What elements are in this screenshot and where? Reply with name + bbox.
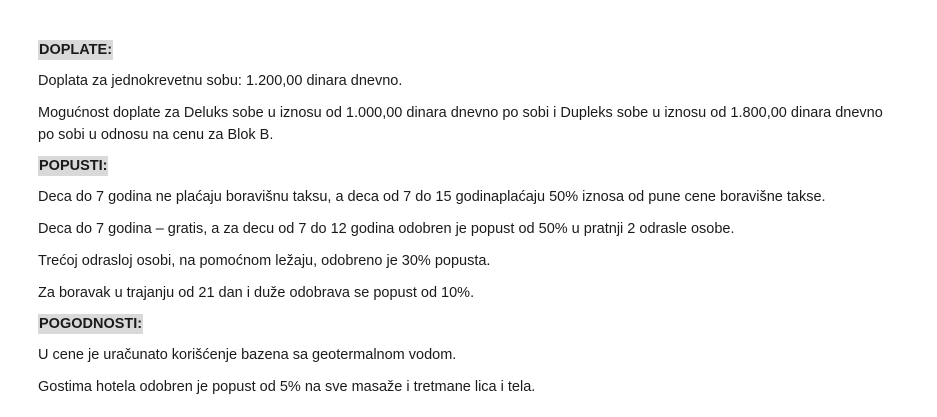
paragraph-children-discount: Deca do 7 godina – gratis, a za decu od 7 do 12 godina odobren je popust od 50% u pratnji 2 odrasle osobe. xyxy=(38,221,735,237)
paragraph xyxy=(38,344,898,366)
paragraph-single-room-surcharge: Doplata za jednokrevetnu sobu: 1.200,00 dinara dnevno. xyxy=(38,73,403,89)
heading-popusti: POPUSTI: xyxy=(39,158,108,174)
paragraph xyxy=(38,250,898,272)
section-heading-pogodnosti xyxy=(38,314,898,334)
paragraph xyxy=(38,282,898,304)
paragraph-pool-included: U cene je uračunato korišćenje bazena sa geotermalnom vodom. xyxy=(38,347,457,363)
paragraph xyxy=(38,376,898,398)
document-body xyxy=(38,40,898,408)
paragraph-long-stay-discount: Za boravak u trajanju od 21 dan i duže odobrava se popust od 10%. xyxy=(38,285,475,301)
paragraph xyxy=(38,70,898,92)
paragraph xyxy=(38,102,898,146)
paragraph xyxy=(38,186,898,208)
paragraph xyxy=(38,218,898,240)
heading-doplate: DOPLATE: xyxy=(39,42,113,58)
paragraph-deluxe-duplex-surcharge: Mogućnost doplate za Deluks sobe u iznosu od 1.000,00 dinara dnevno po sobi i Dupleks sobe u iznosu od 1.800,00 dinara dnevno po sobi u odnosu na cenu za Blok B. xyxy=(38,105,883,143)
paragraph-massage-discount: Gostima hotela odobren je popust od 5% na sve masaže i tretmane lica i tela. xyxy=(38,379,536,395)
section-heading-doplate xyxy=(38,40,898,60)
heading-pogodnosti: POGODNOSTI: xyxy=(39,316,143,332)
section-heading-popusti xyxy=(38,156,898,176)
paragraph-third-adult-discount: Trećoj odrasloj osobi, na pomoćnom ležaju, odobreno je 30% popusta. xyxy=(38,253,491,269)
paragraph-children-tax: Deca do 7 godina ne plaćaju boravišnu taksu, a deca od 7 do 15 godinaplaćaju 50% iznosa od pune cene boravišne takse. xyxy=(38,189,826,205)
